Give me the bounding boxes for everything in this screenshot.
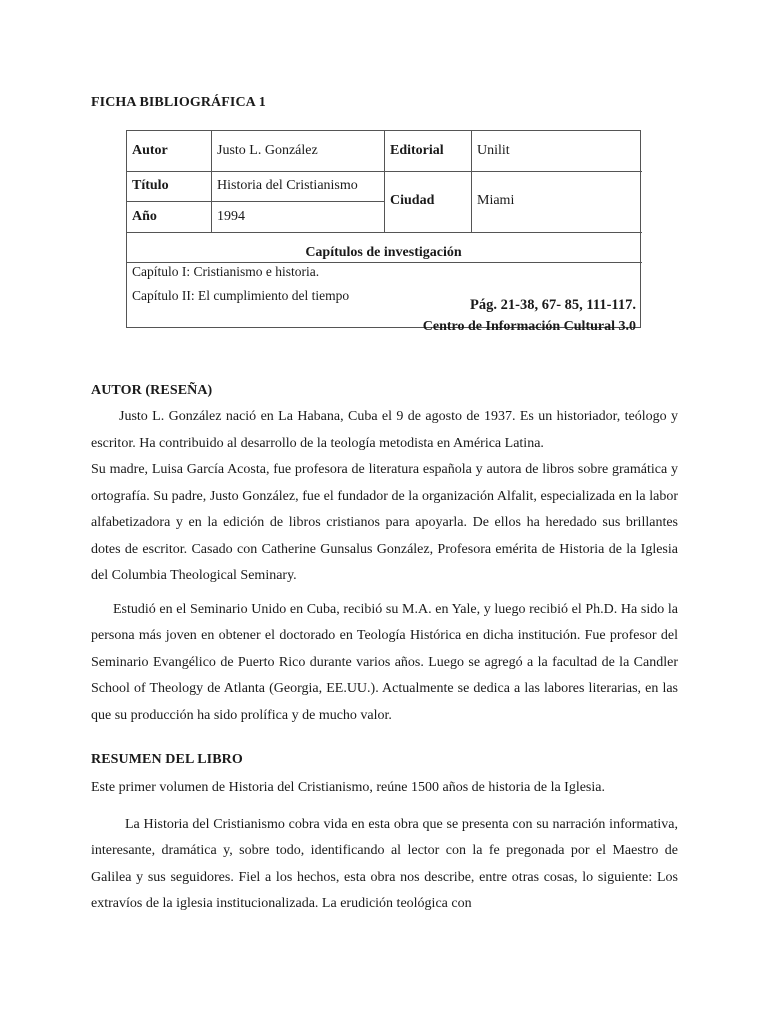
autor-heading: AUTOR (RESEÑA) — [91, 383, 213, 398]
resumen-paragraph: La Historia del Cristianismo cobra vida en esta obra que se presenta con su narración informativa, interesante, dramática y, sobre todo, identificando al lector con la fe pregonada por el Maestro de Galilea y sus seguidores. Fiel a los hechos, esta obra nos describe, entre otras cosas, lo siguiente: Los extravíos de la iglesia institucionalizada. La erudición teológica con — [91, 816, 678, 911]
editorial-label: Editorial — [390, 143, 444, 158]
table-divider — [127, 232, 642, 233]
titulo-label: Título — [132, 178, 169, 193]
centro-clip — [127, 319, 640, 334]
autor-label: Autor — [132, 143, 168, 158]
autor-paragraph: Justo L. González nació en La Habana, Cuba el 9 de agosto de 1937. Es un historiador, teólogo y escritor. Ha contribuido al desarrollo de la teología metodista en América Latina. — [91, 409, 678, 451]
anio-value: 1994 — [217, 209, 245, 224]
autor-paragraph: Estudió en el Seminario Unido en Cuba, recibió su M.A. en Yale, y luego recibió el Ph.D. Ha sido la persona más joven en obtener el doctorado en Teología Histórica en dicha institución. Fue profesor del Seminario Evangélico de Puerto Rico durante varios años. Luego se agregó a la facultad de la Candler School of Theology de Atlanta (Georgia, EE.UU.). Actualmente se dedica a las labores literarias, en las que su producción ha sido prolífica y de mucho valor. — [91, 601, 678, 723]
anio-label: Año — [132, 209, 157, 224]
titulo-value: Historia del Cristianismo — [217, 178, 358, 193]
capitulos-header: Capítulos de investigación — [305, 245, 462, 260]
page-title: FICHA BIBLIOGRÁFICA 1 — [91, 95, 266, 110]
capitulo-item: Capítulo I: Cristianismo e historia. — [132, 264, 320, 279]
ciudad-value: Miami — [477, 193, 515, 208]
ficha-table — [126, 130, 641, 334]
ciudad-label: Ciudad — [390, 193, 435, 208]
autor-section — [91, 404, 678, 729]
centro-text: Centro de Información Cultural 3.0 — [422, 319, 636, 334]
paginas-text: Pág. 21-38, 67- 85, 111-117. — [470, 297, 636, 313]
table-divider — [127, 171, 642, 172]
table-divider — [127, 262, 642, 263]
autor-value: Justo L. González — [217, 143, 318, 158]
capitulo-item: Capítulo II: El cumplimiento del tiempo — [132, 288, 350, 303]
resumen-heading: RESUMEN DEL LIBRO — [91, 752, 243, 767]
editorial-value: Unilit — [477, 143, 510, 158]
resumen-section — [91, 775, 678, 918]
table-divider — [127, 201, 385, 202]
resumen-paragraph: Este primer volumen de Historia del Cristianismo, reúne 1500 años de historia de la Iglesia. — [91, 780, 605, 795]
autor-paragraph: Su madre, Luisa García Acosta, fue profesora de literatura española y autora de libros sobre gramática y ortografía. Su padre, Justo González, fue el fundador de la organización Alfalit, especializada en la labor alfabetizadora y en la edición de libros cristianos para apoyarla. De ellos ha heredado sus brillantes dotes de escritor. Casado con Catherine Gunsalus González, Profesora emérita de Historia de la Iglesia del Columbia Theological Seminary. — [91, 462, 678, 583]
